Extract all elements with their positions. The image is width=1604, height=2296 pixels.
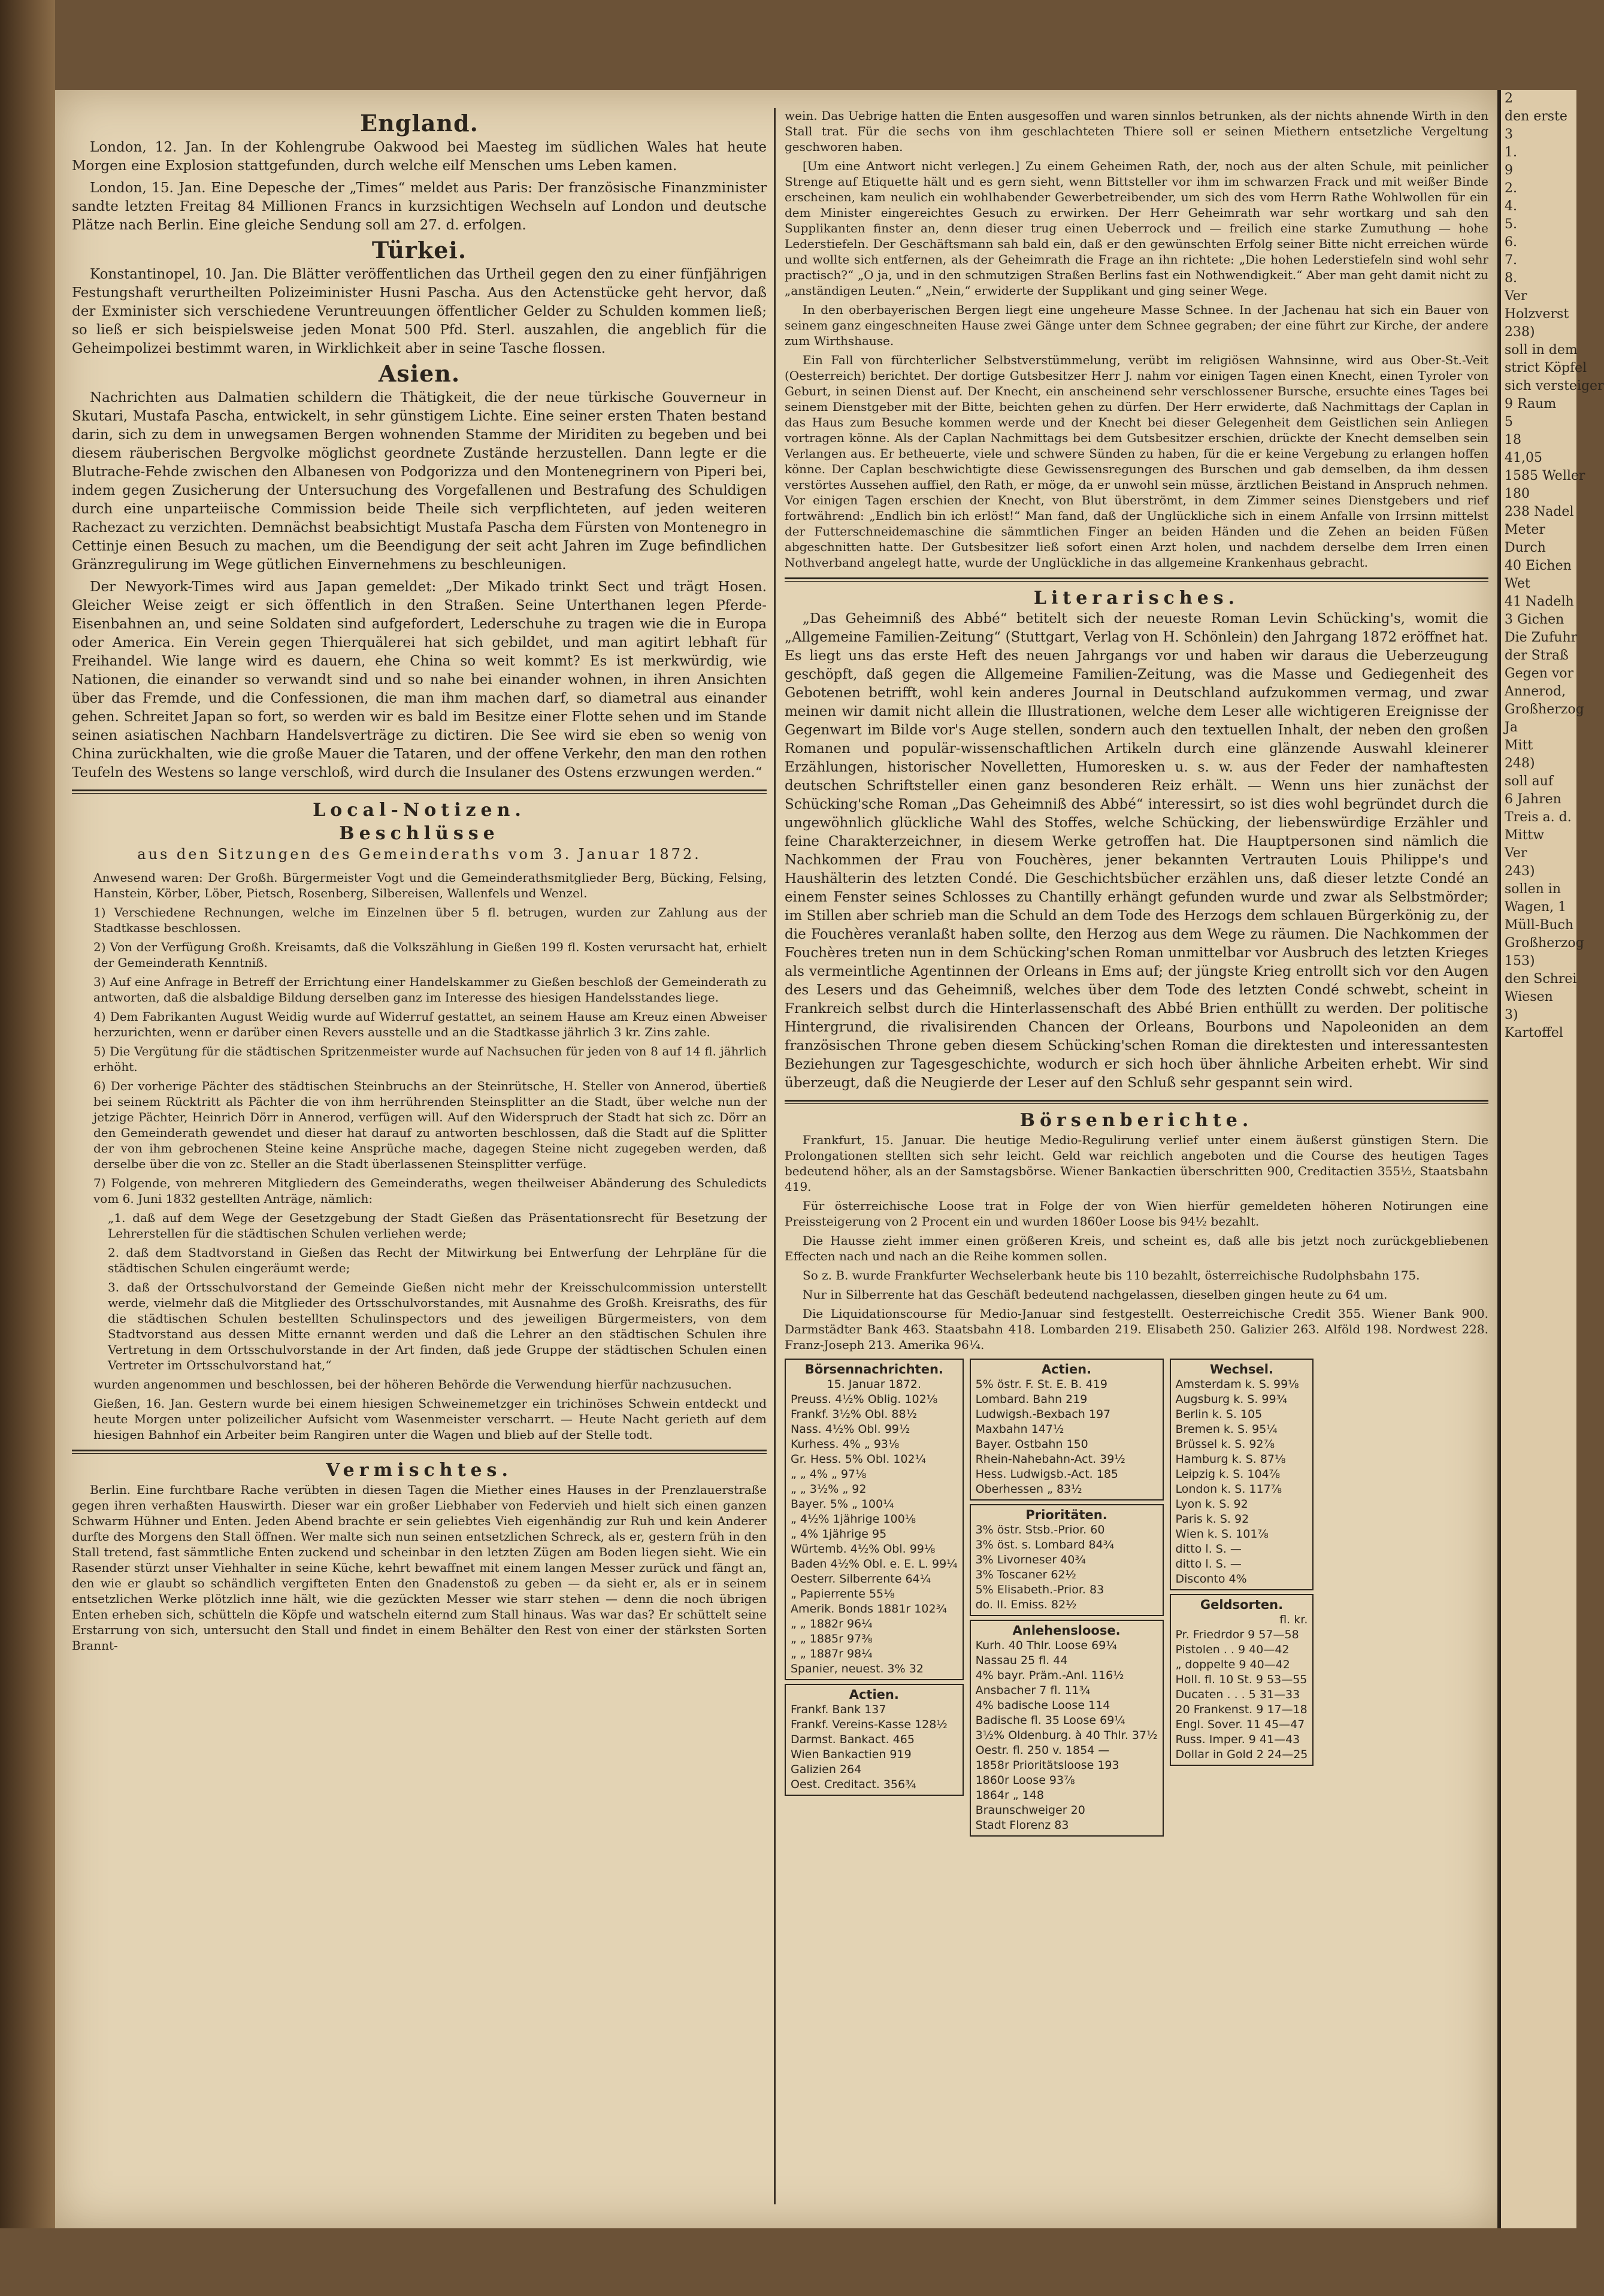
table-row: Spanier, neuest. 3% 32 xyxy=(791,1662,924,1675)
article-text: Ein Fall von fürchterlicher Selbstverstümmelung, verübt im religiösen Wahnsinne, wird aus Ober-St.-Veit (Oesterreich) berichtet. Der dortige Gutsbesitzer Herr J. nahm vor einigen Tagen einen Knecht, einen Tyroler von Geburt, in seinen Dienst auf. Der Knecht, ein anscheinend sehr verschlossener Bursche, ersuchte eines Tages bei seinem Dienstgeber mit der Bitte, beichten gehen zu dürfen. Der Herr erwiderte, daß Nachmittags der Caplan in das Haus zum Besuche kommen werde und der Knecht bei dieser Gelegenheit dem Geistlichen sein Anliegen vortragen könne. Als der Caplan Nachmittags bei dem Gutsbesitzer erschien, drückte der Knecht demselben sein Verlangen aus. Er betheuerte, viele und schwere Sünden zu haben, für die er keine Vergebung zu erlangen hoffen könne. Der Caplan beschwichtigte diese Gewissensregungen des Burschen und gab demselben, da ihm dessen verstörtes Aussehen auffiel, den Rath, er möge, da er unwohl sein müsse, ärztlichen Beistand in Anspruch nehmen. Vor einigen Tagen erschien der Knecht, von Blut überströmt, in dem Zimmer seines Dienstgebers und rief fortwährend: „Endlich bin ich erlöst!“ Man fand, daß der Unglückliche sich in einem Anfalle von Irrsinn mittelst der Futterschneidemaschine die sämmtlichen Finger an beiden Händen und die Zehen an beiden Füßen abgeschnitten hatte. Der Gutsbesitzer ließ sofort einen Arzt holen, und nachdem derselbe dem Irren einen Nothverband angelegt hatte, wurde der Unglückliche in das allgemeine Krankenhaus gebracht. xyxy=(785,353,1488,570)
table-title: Actien. xyxy=(1042,1362,1092,1377)
adjacent-page-fragment: 3 Gichen xyxy=(1505,612,1564,627)
table-prioritaeten xyxy=(970,1504,1164,1616)
table-row: 4% badische Loose 114 xyxy=(975,1699,1110,1712)
table-row: Wien Bankactien 919 xyxy=(791,1748,912,1761)
list-item: 2) Von der Verfügung Großh. Kreisamts, daß die Volkszählung in Gießen 199 fl. Kosten verursacht hat, erhielt der Gemeinderath Kenntniß. xyxy=(93,940,767,970)
table-row: Paris k. S. 92 xyxy=(1175,1512,1249,1526)
table-row: „ doppelte 9 40—42 xyxy=(1175,1658,1290,1671)
list-item: 1) Verschiedene Rechnungen, welche im Einzelnen über 5 fl. betrugen, wurden zur Zahlung aus der Stadtkasse beschlossen. xyxy=(93,905,767,935)
table-header: fl. kr. xyxy=(1279,1613,1308,1626)
adjacent-page-fragment: sich versteiger xyxy=(1505,379,1604,394)
table-actien-bank xyxy=(785,1684,964,1796)
table-row: Pistolen . . 9 40—42 xyxy=(1175,1643,1290,1656)
adjacent-page-fragment: 180 xyxy=(1505,486,1530,501)
table-row: 1860r Loose 93⅞ xyxy=(975,1774,1075,1787)
section-title-asien: Asien. xyxy=(378,360,461,387)
article-text: So z. B. wurde Frankfurter Wechselerbank heute bis 110 bezahlt, österreichische Rudolphsbahn 175. xyxy=(803,1268,1420,1282)
table-title: Wechsel. xyxy=(1209,1362,1273,1377)
section-divider xyxy=(785,1100,1488,1104)
list-item: 6) Der vorherige Pächter des städtischen Steinbruchs an der Steinrütsche, H. Steller von Annerod, übertieß bei seinem Rücktritt als Pächter die von ihm herrührenden Steinsplitter an die Stadt, über welche nun der jetzige Pächter, Heinrich Dörr in Annerod, verfügen will. Auf den Widerspruch der Stadt hat sich zc. Dörr an den Gemeinderath gewendet und dieser hat darauf zu antworten beschlossen, daß die Stadt auf die Splitter der von ihm gebrochenen Steine keine Ansprüche mache, dagegen Steine nicht zugegeben werden, daß derselbe über die von zc. Steller an die Stadt überlassenen Steinsplitter verfüge. xyxy=(93,1079,767,1171)
table-row: Baden 4½% Obl. e. E. L. 99¼ xyxy=(791,1557,958,1571)
section-divider xyxy=(72,1450,767,1454)
adjacent-page-fragment: Annerod, xyxy=(1505,684,1566,699)
table-actien xyxy=(970,1359,1164,1501)
adjacent-page-fragment: Durch xyxy=(1505,540,1546,555)
adjacent-page-fragment: Wet xyxy=(1505,576,1530,591)
article-text: Die Hausse zieht immer einen größeren Kreis, und scheint es, daß alle bis jetzt noch zurückgebliebenen Effecten nach und nach an die Reihe kommen sollen. xyxy=(785,1233,1488,1263)
adjacent-page-fragment: Großherzog xyxy=(1505,702,1584,717)
adjacent-page-fragment: 8. xyxy=(1505,271,1517,286)
table-row: Russ. Imper. 9 41—43 xyxy=(1175,1733,1300,1746)
adjacent-page-edge xyxy=(1501,90,1604,2228)
article-text: [Um eine Antwort nicht verlegen.] Zu einem Geheimen Rath, der, noch aus der alten Schule, mit peinlicher Strenge auf Etiquette hält und es gern sieht, wenn Bittsteller vor ihm im schwarzen Frack und mit weißer Binde erscheinen, kam neulich ein wohlhabender Gewerbetreibender, um sich des vom Herrn Rathe Wohlwollen für ein dem Minister eingereichtes Gesuch zu erwirken. Der Herr Geheimrath war sehr wortkarg und sah den Supplikanten finster an, denn dieser trug einen Ueberrock und — freilich eine starke Zumuthung — hohe Lederstiefeln. Der Geschäftsmann sah bald ein, daß er den gewünschten Erfolg seiner Bitte nicht erreichen würde und wollte sich entfernen, als der Geheimrath die Frage an ihn richtete: „Die hohen Lederstiefeln sind wohl sehr practisch?“ „O ja, und in den schmutzigen Straßen Berlins fast ein Nothwendigkeit.“ Aber man geht damit nicht zu „anständigen Leuten.“ „Nein,“ erwiderte der Supplikant und ging seiner Wege. xyxy=(785,159,1488,298)
adjacent-page-fragment: 5 xyxy=(1505,415,1513,429)
table-row: 5% Elisabeth.-Prior. 83 xyxy=(975,1583,1104,1596)
table-row: Oberhessen „ 83½ xyxy=(975,1483,1082,1496)
adjacent-page-fragment: 6 Jahren xyxy=(1505,792,1561,807)
table-row: 3½% Oldenburg. à 40 Thlr. 37½ xyxy=(975,1729,1158,1742)
table-row: Oesterr. Silberrente 64¼ xyxy=(791,1572,931,1586)
table-row: 3% Livorneser 40¾ xyxy=(975,1553,1086,1566)
table-row: Berlin k. S. 105 xyxy=(1175,1408,1263,1421)
scan-margin-bottom xyxy=(0,2228,1576,2296)
table-date: 15. Januar 1872. xyxy=(827,1378,922,1391)
section-title-vermischtes: Vermischtes. xyxy=(326,1460,513,1481)
table-row: do. II. Emiss. 82½ xyxy=(975,1598,1077,1611)
article-text: Anwesend waren: Der Großh. Bürgermeister Vogt und die Gemeinderathsmitglieder Berg, Bücking, Felsing, Hanstein, Körber, Löber, Pietsch, Rosenberg, Silbereisen, Wallenfels und Wenzel. xyxy=(93,870,767,900)
adjacent-page-fragment: 5. xyxy=(1505,217,1517,232)
adjacent-page-fragment: 7. xyxy=(1505,253,1517,268)
adjacent-page-fragment: den erste xyxy=(1505,109,1567,124)
list-item: 3) Auf eine Anfrage in Betreff der Errichtung einer Handelskammer zu Gießen beschloß der Gemeinderath zu antworten, daß die alsbaldige Bildung derselben ganz im Interesse des hiesigen Handelsstandes liege. xyxy=(93,975,767,1005)
table-row: Ansbacher 7 fl. 11¾ xyxy=(975,1684,1091,1697)
table-title: Actien. xyxy=(849,1687,899,1702)
table-row: Frankf. Vereins-Kasse 128½ xyxy=(791,1718,948,1731)
adjacent-page-fragment: 3 xyxy=(1505,127,1513,142)
adjacent-page-fragment: Mitt xyxy=(1505,738,1533,753)
adjacent-page-fragment: Meter xyxy=(1505,522,1545,537)
table-title: Börsennachrichten. xyxy=(804,1362,943,1377)
adjacent-page-fragment: Mittw xyxy=(1505,828,1545,843)
article-text: Frankfurt, 15. Januar. Die heutige Medio-Regulirung verlief unter einem äußerst günstigen Stern. Die Prolongationen stellten sich sehr leicht. Geld war reichlich angeboten und die Course des heutigen Tages bedeutend höher, als an der Samstagsbörse. Wiener Bankactien überschritten 900, Creditactien 355½, Staatsbahn 419. xyxy=(785,1133,1488,1194)
section-title-england: England. xyxy=(360,110,479,137)
adjacent-page-fragment: soll in dem xyxy=(1505,343,1578,358)
adjacent-page-fragment: Treis a. d. xyxy=(1505,810,1572,825)
adjacent-page-fragment: 41,05 xyxy=(1505,450,1542,465)
adjacent-page-fragment: 238 Nadel xyxy=(1505,504,1574,519)
list-subitem: „1. daß auf dem Wege der Gesetzgebung der Stadt Gießen das Präsentationsrecht für Besetzung der Lehrerstellen für die städtischen Schulen verliehen werde; xyxy=(108,1211,767,1241)
table-row: 3% östr. Stsb.-Prior. 60 xyxy=(975,1523,1105,1536)
list-item: 7) Folgende, von mehreren Mitgliedern des Gemeinderaths, wegen theilweiser Abänderung des Schuledicts vom 6. Juni 1832 gestellten Anträge, nämlich: xyxy=(93,1176,767,1206)
table-row: Holl. fl. 10 St. 9 53—55 xyxy=(1175,1673,1308,1686)
section-title-tuerkei: Türkei. xyxy=(371,237,467,264)
article-text: wein. Das Uebrige hatten die Enten ausgesoffen und waren sinnlos betrunken, als der nichts ahnende Wirth in den Stall trat. Für die sechs von ihm geschlachteten Thiere soll er seinen Miethern entsetzliche Vergeltung geschworen haben. xyxy=(785,108,1488,154)
section-title-boerse: Börsenberichte. xyxy=(1019,1110,1254,1131)
table-row: Ducaten . . . 5 31—33 xyxy=(1175,1688,1300,1701)
table-row: Pr. Friedrdor 9 57—58 xyxy=(1175,1628,1299,1641)
table-title: Prioritäten. xyxy=(1025,1508,1107,1522)
adjacent-page-fragment: Wagen, 1 xyxy=(1505,900,1567,915)
adjacent-page-fragment: 9 Raum xyxy=(1505,397,1557,412)
article-text: In den oberbayerischen Bergen liegt eine ungeheure Masse Schnee. In der Jachenau hat sich ein Bauer von seinem ganz eingeschneiten Hause zwei Gänge unter dem Schnee gegraben; der eine führt zur Kirche, der andere zum Wirthshause. xyxy=(785,302,1488,348)
table-row: „ 4% 1jährige 95 xyxy=(791,1527,887,1541)
table-row: „ „ 3½% „ 92 xyxy=(791,1483,867,1496)
table-row: Hamburg k. S. 87⅛ xyxy=(1175,1453,1286,1466)
table-row: 5% östr. F. St. E. B. 419 xyxy=(975,1378,1107,1391)
section-title-literarisches: Literarisches. xyxy=(1033,588,1240,609)
adjacent-page-fragment: 18 xyxy=(1505,432,1521,447)
table-row: Nassau 25 fl. 44 xyxy=(975,1654,1068,1667)
adjacent-page-fragment: Gegen vor xyxy=(1505,666,1574,681)
subsection-subline: aus den Sitzungen des Gemeinderaths vom 3. Januar 1872. xyxy=(137,846,701,863)
table-row: Amsterdam k. S. 99⅛ xyxy=(1175,1378,1299,1391)
article-text: Gießen, 16. Jan. Gestern wurde bei einem hiesigen Schweinemetzger ein trichinöses Schwein entdeckt und heute Morgen unter polizeilicher Aufsicht vom Wasenmeister verscharrt. — Heute Nacht gerieth auf dem hiesigen Bahnhof ein Arbeiter beim Rangiren unter die Wagen und blieb auf der Stelle todt. xyxy=(93,1396,767,1442)
table-row: „ „ 1885r 97⅜ xyxy=(791,1632,873,1645)
list-subitem: 3. daß der Ortsschulvorstand der Gemeinde Gießen nicht mehr der Kreisschulcommission unterstellt werde, vielmehr daß die Mitglieder des Ortsschulvorstandes, mit Ausnahme des Großh. Kreisraths, des für die städtischen Schulen bestellten Schulinspectors und des jeweiligen Bürgermeisters, von dem Stadtvorstand aus dessen Mitte ernannt werden und daß die Lehrer an den städtischen Schulen ihre Vertretung in dem Ortsschulvorstande in der Art finden, daß jede Gruppe der städtischen Schulen einen Vertreter im Ortsschulvorstand hat,“ xyxy=(108,1280,767,1372)
table-title: Anlehensloose. xyxy=(1012,1623,1121,1638)
table-row: ditto l. S. — xyxy=(1175,1557,1242,1571)
table-row: Galizien 264 xyxy=(791,1763,862,1776)
list-subitem: 2. daß dem Stadtvorstand in Gießen das Recht der Mitwirkung bei Entwerfung der Lehrpläne für die städtischen Schulen eingeräumt werde; xyxy=(108,1245,767,1275)
article-text: London, 15. Jan. Eine Depesche der „Times“ meldet aus Paris: Der französische Finanzminister sandte letzten Freitag 84 Millionen Francs in kurzsichtigen Wechseln auf London und deutsche Plätze nach Berlin. Eine gleiche Sendung soll am 27. d. erfolgen. xyxy=(72,180,767,233)
adjacent-page-fragment: 6. xyxy=(1505,235,1517,250)
table-row: Badische fl. 35 Loose 69¼ xyxy=(975,1714,1125,1727)
table-boersennachrichten xyxy=(785,1359,964,1680)
adjacent-page-fragment: soll auf xyxy=(1505,774,1554,789)
table-row: Bremen k. S. 95¼ xyxy=(1175,1423,1278,1436)
table-row: Engl. Sover. 11 45—47 xyxy=(1175,1718,1305,1731)
table-row: Braunschweiger 20 xyxy=(975,1804,1085,1817)
adjacent-page-fragment: Müll-Buch xyxy=(1505,918,1574,933)
article-text: Berlin. Eine furchtbare Rache verübten in diesen Tagen die Miether eines Hauses in der Prenzlauerstraße gegen ihren verhaßten Hauswirth. Dieser war ein großer Liebhaber von Federvieh und hielt sich einen ganzen Schwarm Hühner und Enten. Jeden Abend brachte er sein geliebtes Vieh eigenhändig zur Ruh und kein Anderer durfte des Morgens den Stall öffnen. Wer malte sich nun seinen entsetzlichen Schreck, als er, gestern früh in den Stall tretend, fast sämmtliche Enten zuckend und scheinbar in den letzten Zügen am Boden liegen sieht. Wie ein Rasender stürzt unser Viehhalter in seine Küche, kehrt bewaffnet mit einem langen Messer zurück und fängt an, den wie er glaubt so schändlich vergifteten Enten den Gnadenstoß zu geben — da sieht er, als er in seinem entsetzlichen Werke plötzlich inne hält, wie die gezückten Messer wie starr stehen — denn die noch übrigen Enten erheben sich, schütteln die Köpfe und watscheln eiternd zum Stall hinaus. Was war das? Er schüttelt seine Erstarrung von sich, untersucht den Stall und findet in einem Behälter den Rest von einer der stärksten Sorten Brannt- xyxy=(72,1483,767,1653)
left-column xyxy=(72,108,767,2204)
adjacent-page-fragment: Ja xyxy=(1505,720,1518,735)
adjacent-page-fragment: 248) xyxy=(1505,756,1535,771)
table-row: Frankf. Bank 137 xyxy=(791,1703,886,1716)
adjacent-page-fragment: Die Zufuhr xyxy=(1505,630,1578,645)
adjacent-page-fragment: der Straß xyxy=(1505,648,1569,663)
adjacent-page-fragment: Ver xyxy=(1505,289,1527,304)
article-text: „Das Geheimniß des Abbé“ betitelt sich der neueste Roman Levin Schücking's, womit die „Allgemeine Familien-Zeitung“ (Stuttgart, Verlag von H. Schönlein) den Jahrgang 1872 eröffnet hat. Es liegt uns das erste Heft des neuen Jahrgangs vor und haben wir daraus die Ueberzeugung geschöpft, daß gegen die Allgemeine Familien-Zeitung, was die Masse und Gediegenheit des Gebotenen betrifft, wohl kein anderes Journal in Deutschland aufzukommen vermag, und zwar meinen wir damit nicht allein die Illustrationen, welche dem Leser alle wichtigeren Ereignisse der Gegenwart im Bilde vor's Auge stellen, sondern auch den textuellen Inhalt, der neben den großen Romanen und populär-wissenschaftlichen Artikeln durch eine glänzende Auswahl kleinerer Erzählungen, historischer Novelletten, Humoresken u. s. w. aus der Feder der namhaftesten deutschen Schriftsteller einen ganz besonderen Reiz erhält. — Wenn uns hier zunächst der Schücking'sche Roman „Das Geheimniß des Abbé“ interessirt, so ist dies wohl begründet durch die ungewöhnlich glückliche Wahl des Stoffes, welche Schücking, der liebenswürdige Erzähler und feine Charakterzeichner, in diesem Werke getroffen hat. Die Hauptpersonen sind nämlich die Nachkommen der Frau von Fouchères, jener bekannten Vertrauten Louis Philippe's und Haushälterin des letzten Condé. Die Geschichtsbücher erzählen uns, daß dieser letzte Condé an einem Fenster seines Schlosses zu Chantilly erhängt gefunden wurde und zwar als Selbstmörder; im Stillen aber schrieb man die Schuld an dem Tode des Herzogs dem schlauen Bürgerkönig zu, der die Fouchères veranlaßt haben sollte, den Herzog aus dem Wege zu räumen. Die Nachkommen der Fouchères treten nun in dem Schücking'schen Roman unmittelbar vor Ausbruch des letzten Krieges als vermeintliche Agentinnen der Orleans in Ems auf; der jüngste Krieg entrollt sich vor den Augen des Lesers und das Geheimniß, welches über dem Tode des letzten Condé schwebt, scheint in Frankreich selbst durch die Hinterlassenschaft des Abbé Brien enthüllt zu werden. Der politische Hintergrund, die rivalisirenden Chancen der Orleans, Bourbons und Napoleoniden an dem französischen Throne geben diesem Schücking'schen Roman die direktesten und interessantesten Beziehungen zur Tagesgeschichte, wodurch er sich hoch über ähnliche Arbeiten erhebt. Wir sind überzeugt, daß die Neugierde der Leser auf den Schluß sehr gespannt sein wird. xyxy=(785,611,1488,1091)
table-row: Ludwigsh.-Bexbach 197 xyxy=(975,1408,1111,1421)
adjacent-page-fragment: 243) xyxy=(1505,864,1535,879)
table-row: Frankf. 3½% Obl. 88½ xyxy=(791,1408,917,1421)
table-row: Kurhess. 4% „ 93⅛ xyxy=(791,1438,900,1451)
table-row: Darmst. Bankact. 465 xyxy=(791,1733,915,1746)
table-row: Hess. Ludwigsb.-Act. 185 xyxy=(975,1468,1119,1481)
table-row: 1864r „ 148 xyxy=(975,1789,1044,1802)
adjacent-page-fragment: 3) xyxy=(1505,1008,1518,1023)
table-row: „ Papierrente 55⅛ xyxy=(791,1587,895,1601)
section-divider xyxy=(785,577,1488,582)
table-row: Kurh. 40 Thlr. Loose 69¼ xyxy=(975,1639,1117,1652)
scan-margin-top xyxy=(0,0,1576,90)
table-row: 4% bayr. Präm.-Anl. 116½ xyxy=(975,1669,1124,1682)
article-text: Nachrichten aus Dalmatien schildern die Thätigkeit, die der neue türkische Gouverneur in Skutari, Mustafa Pascha, entwickelt, in sehr günstigem Lichte. Eine seiner ersten Thaten bestand darin, sich zu dem in unwegsamen Bergen wohnenden Stamme der Miriditen zu begeben und bei diesem räuberischen Bergvolke möglichst geordnete Zustände herzustellen. Dann legte er die Blutrache-Fehde zwischen den Albanesen von Podgorizza und den Montenegrinern von Piperi bei, indem gegen Zusicherung der Untersuchung des Vorgefallenen und Bestrafung des Schuldigen durch eine unparteiische Commission beide Theile sich verpflichteten, auf jeden weiteren Rachezact zu verzichten. Demnächst beabsichtigt Mustafa Pascha dem Fürsten von Montenegro in Cettinje einen Besuch zu machen, um die Beendigung der seit acht Jahren im Zuge befindlichen Gränzregulirung im Wege gütlichen Einvernehmens zu beschleunigen. xyxy=(72,390,767,573)
table-row: 3% Toscaner 62½ xyxy=(975,1568,1076,1581)
table-row: Bayer. Ostbahn 150 xyxy=(975,1438,1088,1451)
table-row: Lombard. Bahn 219 xyxy=(975,1393,1088,1406)
section-divider xyxy=(72,789,767,794)
adjacent-page-fragment: 4. xyxy=(1505,199,1517,214)
table-row: ditto l. S. — xyxy=(1175,1542,1242,1556)
table-row: „ „ 1887r 98¼ xyxy=(791,1647,873,1660)
adjacent-page-fragment: 41 Nadelh xyxy=(1505,594,1574,609)
adjacent-page-fragment: sollen in xyxy=(1505,882,1561,897)
article-text: Konstantinopel, 10. Jan. Die Blätter veröffentlichen das Urtheil gegen den zu einer fünfjährigen Festungshaft verurtheilten Polizeiminister Husni Pascha. Aus den Actenstücke geht hervor, daß der Exminister sich verschiedene Veruntreuungen öffentlicher Gelder zu Schulden kommen ließ; so ließ er sich beispielsweise jeden Monat 500 Pfd. Sterl. auszahlen, die angeblich für die Geheimpolizei bestimmt waren, in Wirklichkeit aber in seine Tasche flossen. xyxy=(72,267,767,356)
table-geldsorten xyxy=(1170,1594,1314,1766)
table-row: 20 Frankenst. 9 17—18 xyxy=(1175,1703,1308,1716)
table-row: „ „ 4% „ 97⅛ xyxy=(791,1468,867,1481)
article-text: London, 12. Jan. In der Kohlengrube Oakwood bei Maesteg im südlichen Wales hat heute Morgen eine Explosion stattgefunden, durch welche eilf Menschen ums Leben kamen. xyxy=(72,140,767,174)
table-row: London k. S. 117⅞ xyxy=(1175,1483,1282,1496)
adjacent-page-fragment: 9 xyxy=(1505,163,1513,178)
section-title-local: Local-Notizen. xyxy=(313,800,526,821)
list-item: 5) Die Vergütung für die städtischen Spritzenmeister wurde auf Nachsuchen für jeden von 8 auf 14 fl. jährlich erhöht. xyxy=(93,1044,767,1074)
adjacent-page-fragment: 2 xyxy=(1505,91,1513,106)
table-row: Preuss. 4½% Oblig. 102⅛ xyxy=(791,1393,938,1406)
table-title: Geldsorten. xyxy=(1200,1598,1284,1612)
table-row: Brüssel k. S. 92⅞ xyxy=(1175,1438,1275,1451)
table-wechsel xyxy=(1170,1359,1314,1590)
table-row: 3% öst. s. Lombard 84¾ xyxy=(975,1538,1115,1551)
adjacent-page-fragment: 238) xyxy=(1505,325,1535,340)
adjacent-page-fragment: 153) xyxy=(1505,954,1535,969)
table-row: „ 4½% 1jährige 100⅛ xyxy=(791,1512,916,1526)
table-row: Dollar in Gold 2 24—25 xyxy=(1175,1748,1308,1761)
adjacent-page-fragment: strict Köpfel xyxy=(1505,361,1587,376)
adjacent-page-fragment: 40 Eichen xyxy=(1505,558,1572,573)
adjacent-page-fragment: Wiesen xyxy=(1505,990,1553,1005)
table-row: Augsburg k. S. 99¾ xyxy=(1175,1393,1288,1406)
adjacent-page-fragment: Kartoffel xyxy=(1505,1026,1563,1040)
adjacent-page-fragment: Großherzog xyxy=(1505,936,1584,951)
adjacent-page-fragment: Ver xyxy=(1505,846,1527,861)
list-item: 4) Dem Fabrikanten August Weidig wurde auf Widerruf gestattet, an seinem Hause am Kreuz einen Abweiser herzurichten, wenn er darüber einen Revers ausstelle und an die Stadtkasse jährlich 3 kr. Zins zahle. xyxy=(93,1009,767,1039)
stock-tables xyxy=(785,1359,1488,1837)
table-row: Leipzig k. S. 104⅞ xyxy=(1175,1468,1281,1481)
article-text: Die Liquidationscourse für Medio-Januar sind festgestellt. Oesterreichische Credit 355. Wiener Bank 900. Darmstädter Bank 463. Staatsbahn 418. Lombarden 219. Elisabeth 250. Galizier 263. Alföld 198. Nordwest 228. Franz-Joseph 213. Amerika 96¼. xyxy=(785,1306,1488,1352)
table-row: Oest. Creditact. 356¾ xyxy=(791,1778,916,1791)
adjacent-page-fragment: 1. xyxy=(1505,145,1517,160)
table-row: Stadt Florenz 83 xyxy=(975,1819,1069,1832)
table-row: Disconto 4% xyxy=(1175,1572,1247,1586)
adjacent-page-fragment: Holzverst xyxy=(1505,307,1569,322)
adjacent-page-fragment: 2. xyxy=(1505,181,1517,196)
table-row: Nass. 4½% Obl. 99½ xyxy=(791,1423,910,1436)
column-rule xyxy=(774,108,776,2204)
table-row: Rhein-Nahebahn-Act. 39½ xyxy=(975,1453,1125,1466)
table-row: Gr. Hess. 5% Obl. 102¼ xyxy=(791,1453,926,1466)
table-row: Amerik. Bonds 1881r 102¾ xyxy=(791,1602,947,1616)
table-row: Maxbahn 147½ xyxy=(975,1423,1064,1436)
article-text: Für österreichische Loose trat in Folge der von Wien hierfür gemeldeten höheren Notirungen eine Preissteigerung von 2 Procent ein und wurden 1860er Loose bis 94½ bezahlt. xyxy=(785,1199,1488,1229)
right-column xyxy=(785,108,1488,2204)
subsection-title-beschluesse: Beschlüsse xyxy=(339,823,500,844)
adjacent-page-fragment: 1585 Weller xyxy=(1505,468,1585,483)
adjacent-page-fragment: den Schrei xyxy=(1505,972,1577,987)
table-anlehensloose xyxy=(970,1620,1164,1837)
table-row: „ „ 1882r 96¼ xyxy=(791,1617,873,1631)
article-text: wurden angenommen und beschlossen, bei der höheren Behörde die Verwendung hierfür nachzusuchen. xyxy=(93,1377,732,1391)
book-spine xyxy=(0,0,55,2296)
table-row: Lyon k. S. 92 xyxy=(1175,1498,1248,1511)
table-row: Oestr. fl. 250 v. 1854 — xyxy=(975,1744,1110,1757)
table-row: Wien k. S. 101⅞ xyxy=(1175,1527,1269,1541)
article-text: Nur in Silberrente hat das Geschäft bedeutend nachgelassen, dieselben gingen heute zu 64 um. xyxy=(803,1287,1388,1302)
table-row: Bayer. 5% „ 100¼ xyxy=(791,1498,894,1511)
article-text: Der Newyork-Times wird aus Japan gemeldet: „Der Mikado trinkt Sect und trägt Hosen. Gleicher Weise zeigt er sich öffentlich in den Straßen. Seine Unterthanen legen Pferde-Eisenbahnen an, und seine Soldaten sind aufgefordert, Lederschuhe zu tragen wie die in Europa oder America. Ein Verein gegen Thierquälerei hat sich gebildet, und man agitirt lebhaft für Freihandel. Wie lange wird es dauern, ehe China so weit kommt? Es ist merkwürdig, wie Nationen, die einander so verwandt sind und so nahe bei einander wohnen, in ihren Ansichten über das Fremde, und die Confessionen, die man ihm machen darf, so diametral aus einander gehen. Schreitet Japan so fort, so werden wir es bald im Besitze einer Flotte sehen und im Stande seinen asiatischen Nachbarn Handelsverträge zu dictiren. Die See wird sie eben so wenig von China zurückhalten, wie die große Mauer die Tataren, und der offene Verkehr, den man den rothen Teufeln des Westens so lange verschloß, wird durch die Insulaner des Ostens erzwungen werden.“ xyxy=(72,579,767,781)
table-row: 1858r Prioritätsloose 193 xyxy=(975,1759,1119,1772)
table-row: Würtemb. 4½% Obl. 99⅛ xyxy=(791,1542,936,1556)
